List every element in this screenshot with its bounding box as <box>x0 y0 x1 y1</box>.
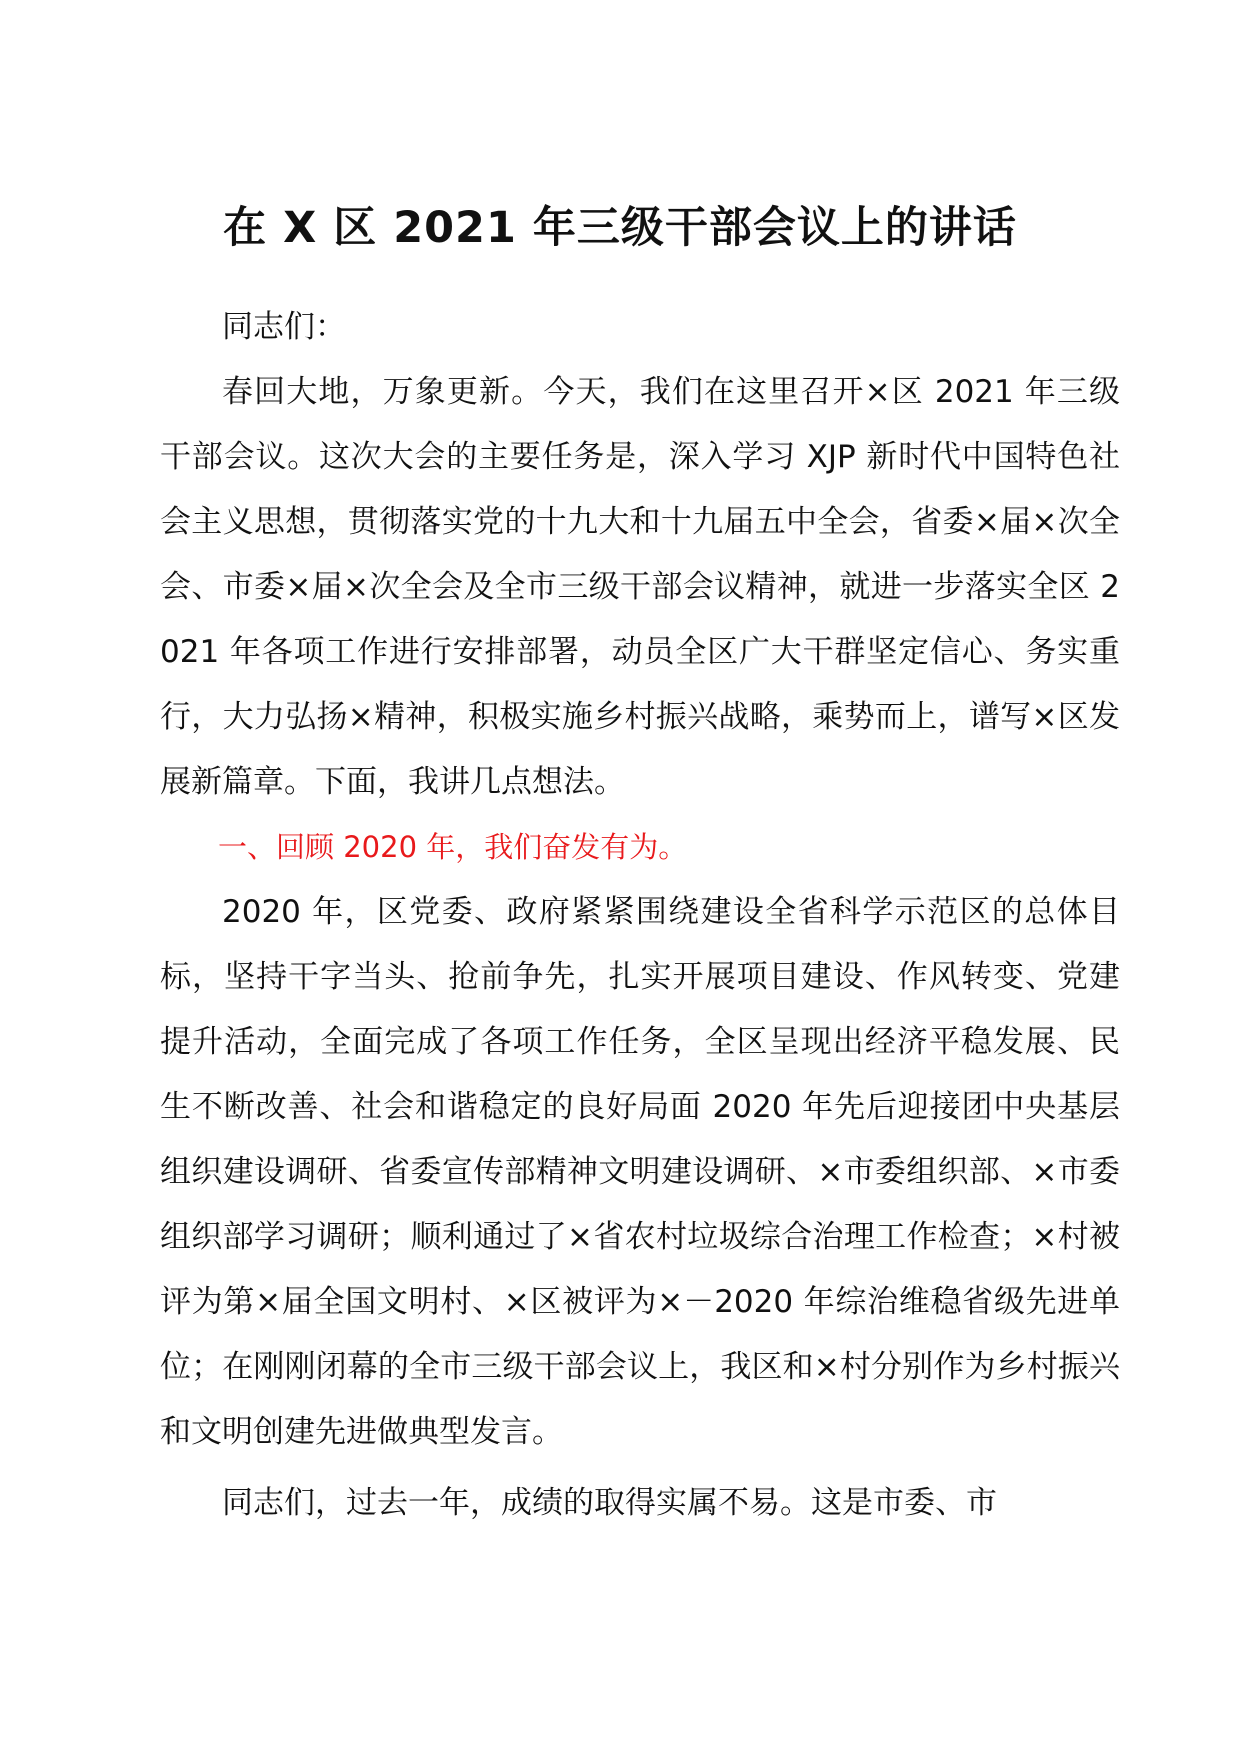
section-heading: 一、回顾 2020 年，我们奋发有为。 <box>218 830 688 864</box>
paragraph-opening: 春回大地，万象更新。今天，我们在这里召开×区 2021 年三级干部会议。这次大会的主要任务是，深入学习 XJP 新时代中国特色社会主义思想，贯彻落实党的十九大和十九届五中全会，省委×届×次全会、市委×届×次全会及全市三级干部会议精神，就进一步落实全区 2021 年各项工作进行安排部署，动员全区广大干群坚定信心、务实重行，大力弘扬×精神，积极实施乡村振兴战略，乘势而上，谱写×区发展新篇章。下面，我讲几点想法。 <box>160 374 1120 800</box>
document-body <box>160 295 1120 1536</box>
paragraph-continued: 同志们，过去一年，成绩的取得实属不易。这是市委、市 <box>222 1485 997 1521</box>
document-title: 在 X 区 2021 年三级干部会议上的讲话 <box>223 203 1017 253</box>
paragraph-review: 2020 年，区党委、政府紧紧围绕建设全省科学示范区的总体目标，坚持干字当头、抢前争先，扎实开展项目建设、作风转变、党建提升活动，全面完成了各项工作任务，全区呈现出经济平稳发展、民生不断改善、社会和谐稳定的良好局面 2020 年先后迎接团中央基层组织建设调研、省委宣传部精神文明建设调研、×市委组织部、×市委组织部学习调研；顺利通过了×省农村垃圾综合治理工作检查；×村被评为第×届全国文明村、×区被评为×－2020 年综治维稳省级先进单位；在刚刚闭幕的全市三级干部会议上，我区和×村分别作为乡村振兴和文明创建先进做典型发言。 <box>160 894 1120 1450</box>
greeting: 同志们： <box>222 309 346 345</box>
